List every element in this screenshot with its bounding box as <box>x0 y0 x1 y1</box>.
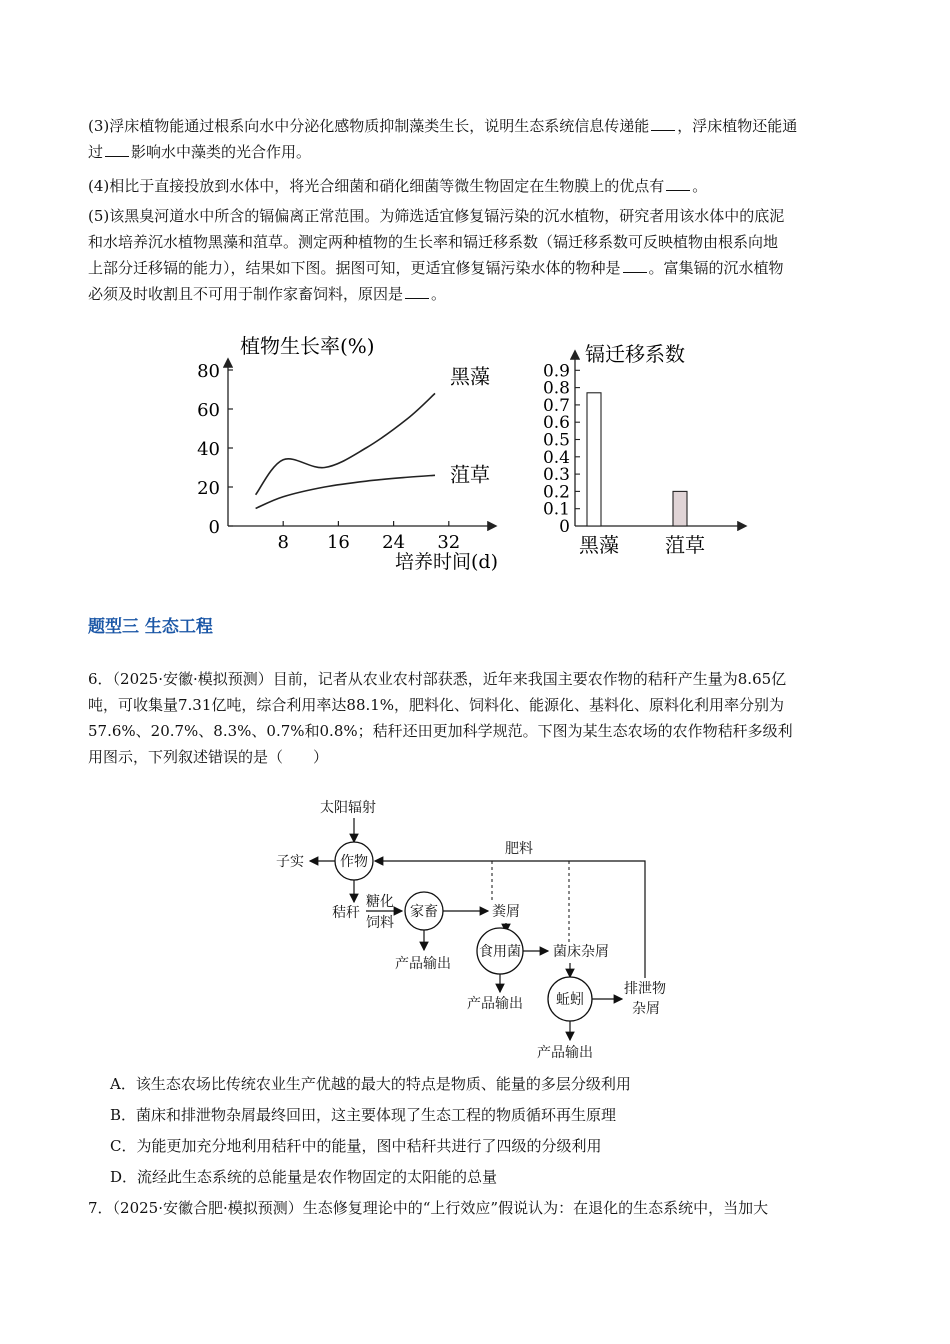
node-output-2: 产品输出 <box>467 996 523 1012</box>
answer-blank <box>105 142 129 157</box>
y-tick-label: 0.2 <box>542 482 570 503</box>
answer-blank <box>623 258 647 273</box>
node-manure: 粪屑 <box>492 904 520 920</box>
series-label-1: 菹草 <box>450 462 490 487</box>
growth-chart-title: 植物生长率(%) <box>240 334 375 358</box>
option-c: C．为能更加充分地利用秸秆中的能量，图中秸秆共进行了四级的分级利用 <box>110 1137 602 1155</box>
q6-line-4: 用图示，下列叙述错误的是（ ） <box>88 748 329 766</box>
node-mushroom: 食用菌 <box>479 944 521 960</box>
option-b: B．菌床和排泄物杂屑最终回田，这主要体现了生态工程的物质循环再生原理 <box>110 1106 617 1124</box>
q5-line-4: 必须及时收割且不可用于制作家畜饲料，原因是 <box>88 285 404 303</box>
q4-text-1: (4)相比于直接投放到水体中，将光合细菌和硝化细菌等微生物固定在生物膜上的优点有 <box>88 177 665 195</box>
q6-line-2: 吨，可收集量7.31亿吨，综合利用率达88.1%，肥料化、饲料化、能源化、基料化、原料化利用率分别为 <box>88 696 785 714</box>
q6-paragraph <box>88 666 868 770</box>
series-line-1 <box>256 475 435 508</box>
node-bed-waste: 菌床杂屑 <box>553 944 609 960</box>
answer-blank <box>666 176 690 191</box>
node-sun: 太阳辐射 <box>320 800 376 816</box>
q7-line-1: 7．（2025·安徽合肥·模拟预测）生态修复理论中的“上行效应”假说认为：在退化的生态系统中，当加大 <box>88 1199 769 1217</box>
node-crop: 作物 <box>340 854 368 870</box>
node-livestock: 家畜 <box>410 904 438 920</box>
bar-label-0: 黑藻 <box>579 533 619 557</box>
q5-line-2: 和水培养沉水植物黑藻和菹草。测定两种植物的生长率和镉迁移系数（镉迁移系数可反映植物由根系向地 <box>88 233 779 251</box>
y-tick-label: 60 <box>197 400 220 421</box>
node-excreta-1: 排泄物 <box>624 981 666 997</box>
q4-paragraph <box>88 173 868 199</box>
series-label-0: 黑藻 <box>450 364 490 389</box>
y-tick-label: 0.4 <box>542 447 570 468</box>
y-tick-label: 0 <box>208 517 220 538</box>
growth-rate-chart <box>190 330 520 580</box>
q3-paragraph <box>88 113 868 165</box>
node-earthworm: 蚯蚓 <box>556 992 584 1008</box>
q3-text-2: ，浮床植物还能通 <box>677 117 798 135</box>
q7-paragraph <box>88 1195 868 1221</box>
straw-flow-diagram <box>0 790 950 1070</box>
y-tick-label: 0.6 <box>542 413 570 434</box>
q5-paragraph <box>88 203 868 307</box>
q5-line-4b: 。 <box>431 285 447 303</box>
q6-line-1: 6．（2025·安徽·模拟预测）目前，记者从农业农村部获悉，近年来我国主要农作物的秸秆产生量为8.65亿 <box>88 670 787 688</box>
q6-line-3: 57.6%、20.7%、8.3%、0.7%和0.8%；秸秆还田更加科学规范。下图为某生态农场的农作物秸秆多级利 <box>88 722 793 740</box>
x-tick-label: 8 <box>277 532 289 553</box>
y-tick-label: 0.3 <box>542 465 570 486</box>
q3-text-4: 影响水中藻类的光合作用。 <box>131 143 312 161</box>
bar-label-1: 菹草 <box>665 533 705 557</box>
y-tick-label: 80 <box>197 361 220 382</box>
node-straw: 秸秆 <box>332 905 360 921</box>
y-tick-label: 0.8 <box>542 378 570 399</box>
growth-chart-xlabel: 培养时间(d) <box>395 551 498 573</box>
y-tick-label: 0.7 <box>542 395 570 416</box>
y-tick-label: 40 <box>197 439 220 460</box>
section-title: 题型三 生态工程 <box>88 617 213 637</box>
x-tick-label: 32 <box>437 532 461 553</box>
x-tick-label: 16 <box>326 532 350 553</box>
y-tick-label: 0 <box>559 517 570 537</box>
option-a: A．该生态农场比传统农业生产优越的最大的特点是物质、能量的多层分级利用 <box>110 1075 631 1093</box>
bar-0 <box>587 393 601 526</box>
q3-text-1: (3)浮床植物能通过根系向水中分泌化感物质抑制藻类生长，说明生态系统信息传递能 <box>88 117 650 135</box>
q5-line-1: (5)该黑臭河道水中所含的镉偏离正常范围。为筛选适宜修复镉污染的沉水植物，研究者用该水体中的底泥 <box>88 207 785 225</box>
label-feed-2: 饲料 <box>366 915 394 931</box>
node-output-3: 产品输出 <box>537 1045 593 1061</box>
q5-line-3: 上部分迁移镉的能力），结果如下图。据图可知，更适宜修复镉污染水体的物种是 <box>88 259 621 277</box>
answer-blank <box>651 116 675 131</box>
x-tick-label: 24 <box>382 532 406 553</box>
y-tick-label: 0.9 <box>542 361 570 382</box>
q4-text-2: 。 <box>692 177 708 195</box>
q3-text-3: 过 <box>88 143 104 161</box>
y-tick-label: 0.5 <box>542 430 570 451</box>
node-output-1: 产品输出 <box>395 956 451 972</box>
bar-1 <box>673 491 687 526</box>
node-excreta-2: 杂屑 <box>632 1001 660 1017</box>
label-fertilizer: 肥料 <box>505 841 533 857</box>
cadmium-chart <box>530 330 760 560</box>
node-seed: 子实 <box>276 854 304 870</box>
answer-blank <box>405 284 429 299</box>
y-tick-label: 0.1 <box>542 499 570 520</box>
cadmium-chart-title: 镉迁移系数 <box>585 342 685 366</box>
q5-line-3b: 。富集镉的沉水植物 <box>648 259 784 277</box>
option-d: D．流经此生态系统的总能量是农作物固定的太阳能的总量 <box>110 1168 498 1186</box>
series-line-0 <box>256 393 435 494</box>
y-tick-label: 20 <box>197 478 220 499</box>
label-feed-1: 糖化 <box>366 894 394 910</box>
